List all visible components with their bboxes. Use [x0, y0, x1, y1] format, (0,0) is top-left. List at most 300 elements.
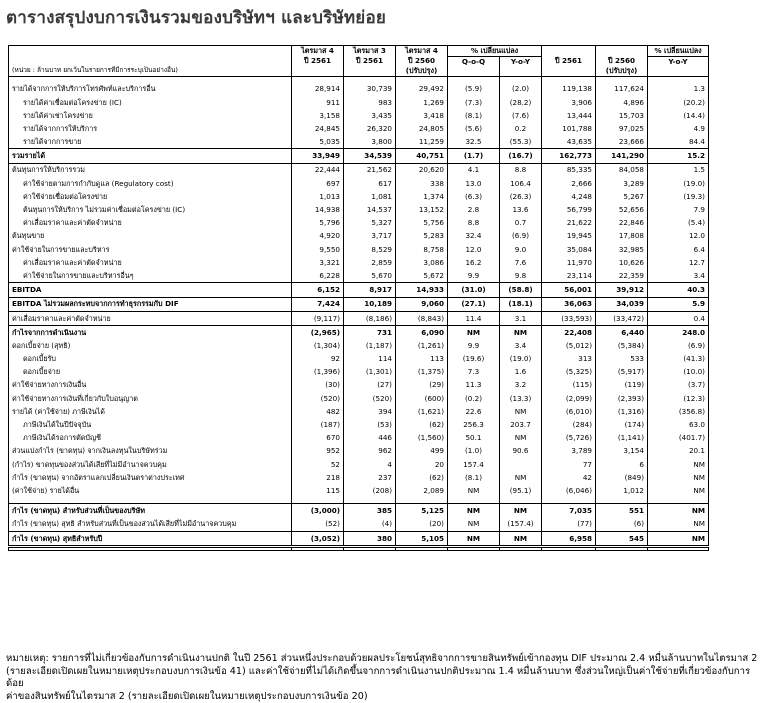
value-cell: 1,012: [596, 484, 648, 497]
value-cell: 533: [596, 352, 648, 365]
value-cell: 84,058: [596, 163, 648, 177]
value-cell: NM: [500, 531, 542, 546]
value-cell: 248.0: [648, 325, 709, 339]
header-sub: [542, 66, 596, 76]
value-cell: 203.7: [500, 418, 542, 431]
value-cell: (27.1): [448, 297, 500, 311]
value-cell: 446: [344, 431, 396, 444]
header-sub: [648, 66, 709, 76]
value-cell: 32.4: [448, 230, 500, 243]
value-cell: 1.6: [500, 365, 542, 378]
value-cell: (3.7): [648, 379, 709, 392]
value-cell: 6.4: [648, 243, 709, 256]
value-cell: NM: [648, 484, 709, 497]
table-row: [9, 243, 709, 256]
row-label: ค่าเสื่อมราคาและค่าตัดจำหน่าย: [9, 216, 292, 229]
value-cell: 6: [596, 458, 648, 471]
value-cell: 9.9: [448, 339, 500, 352]
value-cell: (6.9): [500, 230, 542, 243]
value-cell: 7.9: [648, 203, 709, 216]
value-cell: 42: [542, 471, 596, 484]
value-cell: (5,917): [596, 365, 648, 378]
value-cell: NM: [500, 431, 542, 444]
value-cell: 13.0: [448, 177, 500, 190]
value-cell: (401.7): [648, 431, 709, 444]
value-cell: 43,635: [542, 135, 596, 149]
value-cell: 1,013: [292, 190, 344, 203]
value-cell: (19.6): [448, 352, 500, 365]
value-cell: (1,304): [292, 339, 344, 352]
value-cell: 141,290: [596, 149, 648, 163]
table-row: [9, 230, 709, 243]
value-cell: 117,624: [596, 83, 648, 96]
value-cell: 2,859: [344, 256, 396, 269]
value-cell: 8,758: [396, 243, 448, 256]
value-cell: (26.3): [500, 190, 542, 203]
value-cell: 9,550: [292, 243, 344, 256]
value-cell: 115: [292, 484, 344, 497]
value-cell: (1,301): [344, 365, 396, 378]
header-qoq: Q-o-Q: [448, 56, 500, 66]
value-cell: (1,621): [396, 405, 448, 418]
value-cell: 14,938: [292, 203, 344, 216]
value-cell: 11,970: [542, 256, 596, 269]
value-cell: 90.6: [500, 445, 542, 458]
row-label: กำไรจากการดำเนินงาน: [9, 325, 292, 339]
row-label: EBITDA: [9, 283, 292, 297]
value-cell: 3,321: [292, 256, 344, 269]
value-cell: 22.6: [448, 405, 500, 418]
table-body: [9, 76, 709, 550]
value-cell: 20,620: [396, 163, 448, 177]
value-cell: (14.4): [648, 109, 709, 122]
value-cell: (5,012): [542, 339, 596, 352]
value-cell: (7.3): [448, 96, 500, 109]
header-yoy-annual: Y-o-Y: [648, 56, 709, 66]
value-cell: 32.5: [448, 135, 500, 149]
value-cell: 16.2: [448, 256, 500, 269]
row-label: ภาษีเงินได้ในปีปัจจุบัน: [9, 418, 292, 431]
value-cell: 380: [344, 531, 396, 546]
table-row: [9, 96, 709, 109]
value-cell: 4.9: [648, 122, 709, 135]
row-label: กำไร (ขาดทุน) จากอัตราแลกเปลี่ยนเงินตราต่างประเทศ: [9, 471, 292, 484]
table-row: [9, 283, 709, 297]
value-cell: (115): [542, 379, 596, 392]
table-row: [9, 190, 709, 203]
value-cell: 19,945: [542, 230, 596, 243]
spacer-cell: [596, 546, 648, 550]
row-label: กำไร (ขาดทุน) สุทธิ สำหรับส่วนที่เป็นของส่วนได้เสียที่ไม่มีอำนาจควบคุม: [9, 518, 292, 532]
value-cell: (8.1): [448, 109, 500, 122]
value-cell: 29,492: [396, 83, 448, 96]
value-cell: 545: [596, 531, 648, 546]
value-cell: 22,408: [542, 325, 596, 339]
value-cell: 3.4: [500, 339, 542, 352]
value-cell: (20.2): [648, 96, 709, 109]
value-cell: 84.4: [648, 135, 709, 149]
row-label: รายได้จากการขาย: [9, 135, 292, 149]
value-cell: 22,846: [596, 216, 648, 229]
value-cell: 385: [344, 504, 396, 518]
value-cell: 63.0: [648, 418, 709, 431]
value-cell: 7.3: [448, 365, 500, 378]
value-cell: 13,444: [542, 109, 596, 122]
row-label: ดอกเบี้ยรับ: [9, 352, 292, 365]
value-cell: 6,440: [596, 325, 648, 339]
value-cell: 0.2: [500, 122, 542, 135]
value-cell: [500, 458, 542, 471]
value-cell: 4,920: [292, 230, 344, 243]
value-cell: 101,788: [542, 122, 596, 135]
value-cell: (356.8): [648, 405, 709, 418]
value-cell: (520): [292, 392, 344, 405]
value-cell: 218: [292, 471, 344, 484]
spacer-cell: [344, 546, 396, 550]
value-cell: 983: [344, 96, 396, 109]
value-cell: 56,001: [542, 283, 596, 297]
row-label: กำไร (ขาดทุน) สุทธิสำหรับปี: [9, 531, 292, 546]
row-label: ค่าใช้จ่ายตามการกำกับดูแล (Regulatory cost): [9, 177, 292, 190]
row-label: ค่าใช้จ่ายทางการเงินที่เกี่ยวกับใบอนุญาต: [9, 392, 292, 405]
table-row: [9, 135, 709, 149]
value-cell: 3,418: [396, 109, 448, 122]
value-cell: 56,799: [542, 203, 596, 216]
value-cell: 34,039: [596, 297, 648, 311]
header-pct-change-year: % เปลี่ยนแปลง: [648, 46, 709, 57]
value-cell: 5,327: [344, 216, 396, 229]
value-cell: (0.2): [448, 392, 500, 405]
value-cell: (6.9): [648, 339, 709, 352]
value-cell: (95.1): [500, 484, 542, 497]
page-title: ตารางสรุปงบการเงินรวมของบริษัทฯ และบริษัทย่อย: [6, 4, 386, 31]
value-cell: 0.4: [648, 311, 709, 325]
value-cell: 8.8: [448, 216, 500, 229]
value-cell: 20: [396, 458, 448, 471]
value-cell: 237: [344, 471, 396, 484]
value-cell: (1,316): [596, 405, 648, 418]
header-label-cell-2: [9, 56, 292, 66]
row-label: ดอกเบี้ยจ่าย: [9, 365, 292, 378]
value-cell: 21,622: [542, 216, 596, 229]
value-cell: (62): [396, 471, 448, 484]
header-year: ปี 2560: [396, 56, 448, 66]
table-row: [9, 458, 709, 471]
table-row: [9, 163, 709, 177]
value-cell: (284): [542, 418, 596, 431]
value-cell: (187): [292, 418, 344, 431]
value-cell: 12.0: [648, 230, 709, 243]
value-cell: 40,751: [396, 149, 448, 163]
value-cell: 1,374: [396, 190, 448, 203]
value-cell: 5,672: [396, 269, 448, 283]
value-cell: (53): [344, 418, 396, 431]
value-cell: 15,703: [596, 109, 648, 122]
value-cell: NM: [500, 405, 542, 418]
value-cell: 12.7: [648, 256, 709, 269]
value-cell: 30,739: [344, 83, 396, 96]
table-row: [9, 339, 709, 352]
table-row: [9, 531, 709, 546]
value-cell: 11.4: [448, 311, 500, 325]
value-cell: 32,985: [596, 243, 648, 256]
value-cell: 3,158: [292, 109, 344, 122]
value-cell: 5,035: [292, 135, 344, 149]
header-pct-change-quarter: % เปลี่ยนแปลง: [448, 46, 542, 57]
value-cell: 731: [344, 325, 396, 339]
header-row-3: [9, 66, 709, 76]
spacer-cell: [448, 546, 500, 550]
row-label: ค่าใช้จ่ายในการขายและบริหาร: [9, 243, 292, 256]
value-cell: (18.1): [500, 297, 542, 311]
value-cell: (5,384): [596, 339, 648, 352]
value-cell: 9.0: [500, 243, 542, 256]
table-row: [9, 431, 709, 444]
unit-note: (หน่วย : ล้านบาท ยกเว้นในรายการที่มีการระบุเป็นอย่างอื่น): [9, 66, 292, 76]
row-label: (ค่าใช้จ่าย) รายได้อื่น: [9, 484, 292, 497]
value-cell: 499: [396, 445, 448, 458]
header-row-2: [9, 56, 709, 66]
value-cell: (4): [344, 518, 396, 532]
value-cell: 10,626: [596, 256, 648, 269]
value-cell: (62): [396, 418, 448, 431]
value-cell: 119,138: [542, 83, 596, 96]
value-cell: 5,283: [396, 230, 448, 243]
table-row: [9, 365, 709, 378]
header-year: ปี 2561: [344, 56, 396, 66]
value-cell: 3,789: [542, 445, 596, 458]
header-year-2561-top: [542, 46, 596, 57]
value-cell: (33,472): [596, 311, 648, 325]
value-cell: 20.1: [648, 445, 709, 458]
table-row: [9, 203, 709, 216]
value-cell: (3,000): [292, 504, 344, 518]
header-year-2560-top: [596, 46, 648, 57]
value-cell: NM: [648, 458, 709, 471]
value-cell: (13.3): [500, 392, 542, 405]
header-q4-2560: ไตรมาส 4: [396, 46, 448, 57]
row-label: ดอกเบี้ยจ่าย (สุทธิ): [9, 339, 292, 352]
value-cell: 394: [344, 405, 396, 418]
value-cell: 12.0: [448, 243, 500, 256]
header-sub-restated: (ปรับปรุง): [396, 66, 448, 76]
row-label: รายได้ค่าเชื่อมต่อโครงข่าย (IC): [9, 96, 292, 109]
value-cell: 13.6: [500, 203, 542, 216]
value-cell: (2.0): [500, 83, 542, 96]
value-cell: 5,125: [396, 504, 448, 518]
value-cell: 962: [344, 445, 396, 458]
value-cell: (600): [396, 392, 448, 405]
value-cell: 482: [292, 405, 344, 418]
value-cell: 1,081: [344, 190, 396, 203]
value-cell: (33,593): [542, 311, 596, 325]
value-cell: (849): [596, 471, 648, 484]
value-cell: 85,335: [542, 163, 596, 177]
value-cell: (6,010): [542, 405, 596, 418]
header-sub: [448, 66, 500, 76]
row-label: ส่วนแบ่งกำไร (ขาดทุน) จากเงินลงทุนในบริษัทร่วม: [9, 445, 292, 458]
value-cell: (55.3): [500, 135, 542, 149]
value-cell: 5,670: [344, 269, 396, 283]
value-cell: NM: [500, 471, 542, 484]
value-cell: (1,141): [596, 431, 648, 444]
table-row: [9, 177, 709, 190]
value-cell: (2,965): [292, 325, 344, 339]
value-cell: (1.0): [448, 445, 500, 458]
value-cell: 2,089: [396, 484, 448, 497]
table-row: [9, 256, 709, 269]
value-cell: (8,186): [344, 311, 396, 325]
row-label: ค่าใช้จ่ายในการขายและบริหารอื่นๆ: [9, 269, 292, 283]
value-cell: 33,949: [292, 149, 344, 163]
value-cell: 77: [542, 458, 596, 471]
table-row: [9, 405, 709, 418]
value-cell: 39,912: [596, 283, 648, 297]
value-cell: NM: [448, 325, 500, 339]
financial-summary-table: [8, 45, 709, 551]
footnote-line: ค่าของสินทรัพย์ในไตรมาส 2 (รายละเอียดเปิดเผยในหมายเหตุประกอบงบการเงินข้อ 20): [6, 691, 766, 703]
table-row: [9, 109, 709, 122]
value-cell: 14,933: [396, 283, 448, 297]
row-label: ค่าใช้จ่ายเชื่อมต่อโครงข่าย: [9, 190, 292, 203]
value-cell: (20): [396, 518, 448, 532]
value-cell: 6,152: [292, 283, 344, 297]
table-row: [9, 445, 709, 458]
value-cell: (31.0): [448, 283, 500, 297]
value-cell: (77): [542, 518, 596, 532]
header-sub: [292, 66, 344, 76]
value-cell: (6.3): [448, 190, 500, 203]
value-cell: NM: [648, 531, 709, 546]
value-cell: (2,099): [542, 392, 596, 405]
value-cell: 7,424: [292, 297, 344, 311]
table-row: [9, 297, 709, 311]
value-cell: (8.1): [448, 471, 500, 484]
row-label: ค่าเสื่อมราคาและค่าตัดจำหน่าย: [9, 256, 292, 269]
table-row: [9, 269, 709, 283]
spacer-cell: [9, 546, 292, 550]
value-cell: 14,537: [344, 203, 396, 216]
value-cell: (5.9): [448, 83, 500, 96]
value-cell: 6,090: [396, 325, 448, 339]
row-label: EBITDA ไม่รวมผลกระทบจากการทำธุรกรรมกับ DIF: [9, 297, 292, 311]
header-year-2561: ปี 2561: [542, 56, 596, 66]
value-cell: (520): [344, 392, 396, 405]
value-cell: 3,086: [396, 256, 448, 269]
table-row: [9, 379, 709, 392]
value-cell: (1,261): [396, 339, 448, 352]
value-cell: 162,773: [542, 149, 596, 163]
value-cell: 313: [542, 352, 596, 365]
value-cell: 9,060: [396, 297, 448, 311]
value-cell: 114: [344, 352, 396, 365]
value-cell: 6,958: [542, 531, 596, 546]
value-cell: (5.4): [648, 216, 709, 229]
value-cell: 617: [344, 177, 396, 190]
value-cell: NM: [648, 471, 709, 484]
header-sub: [500, 66, 542, 76]
value-cell: 23,114: [542, 269, 596, 283]
value-cell: 52,656: [596, 203, 648, 216]
header-q4-2561: ไตรมาส 4: [292, 46, 344, 57]
value-cell: 113: [396, 352, 448, 365]
value-cell: (27): [344, 379, 396, 392]
header-row-1: [9, 46, 709, 57]
value-cell: (1.7): [448, 149, 500, 163]
value-cell: 551: [596, 504, 648, 518]
value-cell: 11.3: [448, 379, 500, 392]
value-cell: 1.3: [648, 83, 709, 96]
value-cell: 2.8: [448, 203, 500, 216]
value-cell: 157.4: [448, 458, 500, 471]
footnote-line: (รายละเอียดเปิดเผยในหมายเหตุประกอบงบการเงินข้อ 41) และค่าใช้จ่ายที่ไม่ได้เกิดขึ้นจากการดำเนินงานปกติประมาณ 1.4 หมื่นล้านบาท ซึ่งส่วนใหญ่เป็นค่าใช้จ่ายที่เกี่ยวข้องกับการด้อย: [6, 666, 766, 691]
table-row: [9, 392, 709, 405]
table-row: [9, 122, 709, 135]
value-cell: 256.3: [448, 418, 500, 431]
value-cell: 3,800: [344, 135, 396, 149]
value-cell: 952: [292, 445, 344, 458]
value-cell: (10.0): [648, 365, 709, 378]
value-cell: 9.9: [448, 269, 500, 283]
value-cell: 8,529: [344, 243, 396, 256]
value-cell: (5,325): [542, 365, 596, 378]
value-cell: NM: [648, 518, 709, 532]
value-cell: 17,808: [596, 230, 648, 243]
value-cell: 0.7: [500, 216, 542, 229]
value-cell: (1,560): [396, 431, 448, 444]
row-label: ต้นทุนขาย: [9, 230, 292, 243]
value-cell: NM: [448, 531, 500, 546]
table-row: [9, 311, 709, 325]
value-cell: 3,435: [344, 109, 396, 122]
header-yoy: Y-o-Y: [500, 56, 542, 66]
value-cell: 11,259: [396, 135, 448, 149]
value-cell: 22,444: [292, 163, 344, 177]
row-label: กำไร (ขาดทุน) สำหรับส่วนที่เป็นของบริษัท: [9, 504, 292, 518]
value-cell: (5,726): [542, 431, 596, 444]
row-label: ค่าใช้จ่ายทางการเงินอื่น: [9, 379, 292, 392]
row-label: รายได้ค่าเช่าโครงข่าย: [9, 109, 292, 122]
header-year: ปี 2561: [292, 56, 344, 66]
row-label: ต้นทุนการให้บริการ ไม่รวมค่าเชื่อมต่อโครงข่าย (IC): [9, 203, 292, 216]
value-cell: (5.6): [448, 122, 500, 135]
footnote-line: หมายเหตุ: รายการที่ไม่เกี่ยวข้องกับการดำเนินงานปกติ ในปี 2561 ส่วนหนึ่งประกอบด้วยผลประโยชน์สุทธิจากการขายสินทรัพย์เข้ากองทุน DIF ประมาณ 2.4 หมื่นล้านบาทในไตรมาส 2: [6, 653, 766, 666]
value-cell: 36,063: [542, 297, 596, 311]
row-label: (กำไร) ขาดทุนของส่วนได้เสียที่ไม่มีอำนาจควบคุม: [9, 458, 292, 471]
spacer-cell: [396, 546, 448, 550]
value-cell: 24,805: [396, 122, 448, 135]
row-label: รวมรายได้: [9, 149, 292, 163]
table-row: [9, 325, 709, 339]
value-cell: 97,025: [596, 122, 648, 135]
value-cell: 50.1: [448, 431, 500, 444]
value-cell: (28.2): [500, 96, 542, 109]
value-cell: 5,267: [596, 190, 648, 203]
value-cell: 13,152: [396, 203, 448, 216]
value-cell: 6,228: [292, 269, 344, 283]
value-cell: 4,896: [596, 96, 648, 109]
value-cell: (58.8): [500, 283, 542, 297]
table-row: [9, 216, 709, 229]
value-cell: (174): [596, 418, 648, 431]
value-cell: (19.0): [500, 352, 542, 365]
row-label: รายได้จากการให้บริการ: [9, 122, 292, 135]
value-cell: (8,843): [396, 311, 448, 325]
header-q3-2561: ไตรมาส 3: [344, 46, 396, 57]
value-cell: 3,906: [542, 96, 596, 109]
value-cell: 52: [292, 458, 344, 471]
value-cell: 40.3: [648, 283, 709, 297]
